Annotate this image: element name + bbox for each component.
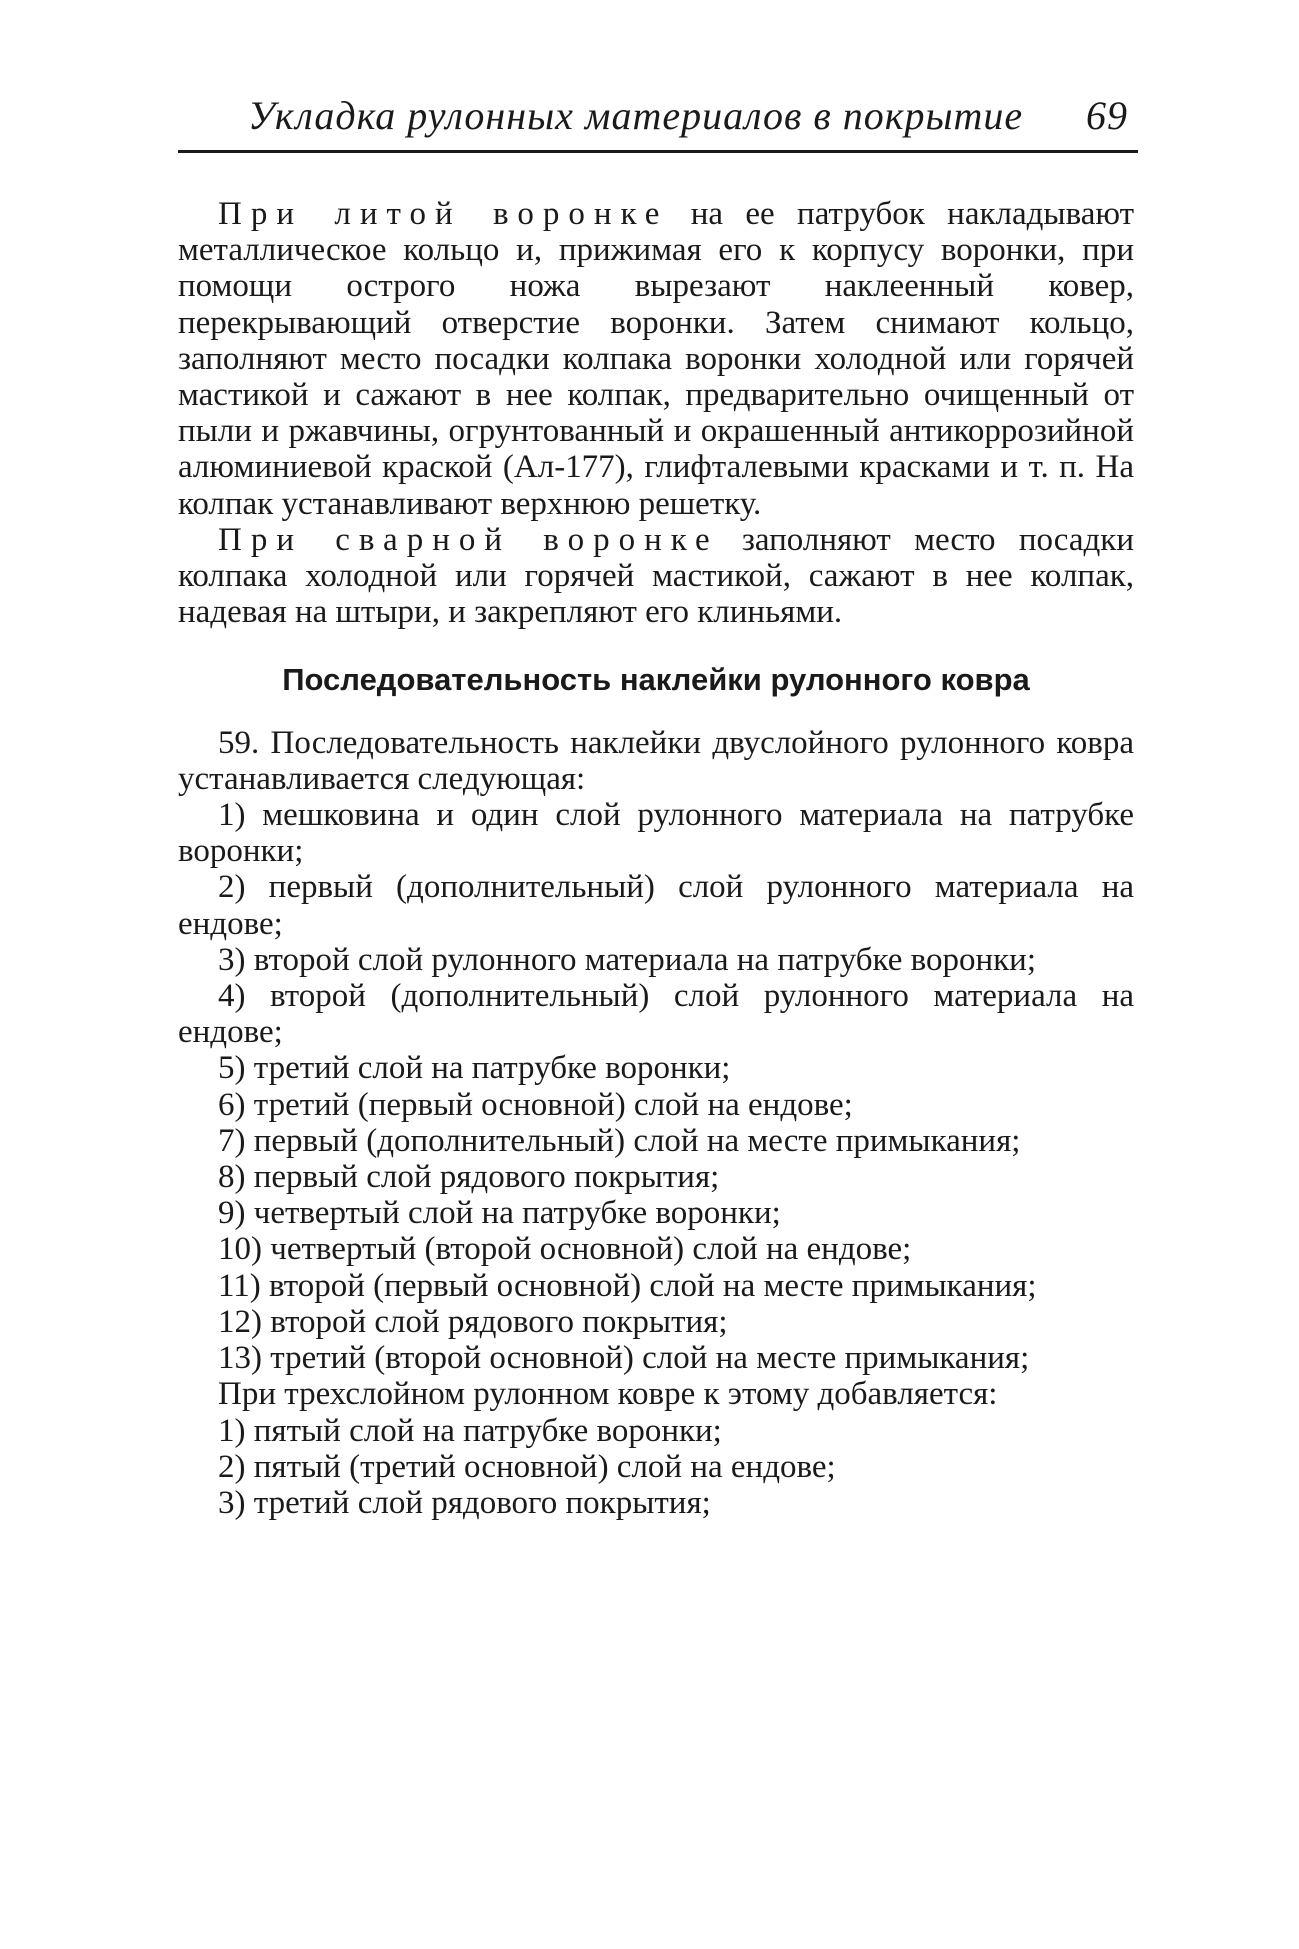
list-item: 11) второй (первый основной) слой на месте примыкания; xyxy=(218,1267,1037,1304)
list-item: 3) третий слой рядового покрытия; xyxy=(218,1484,711,1521)
list-item: 2) первый (дополнительный) слой рулонного материала на ендове; xyxy=(178,869,1134,942)
list-item: 1) пятый слой на патрубке воронки; xyxy=(218,1412,722,1449)
list-item: 7) первый (дополнительный) слой на месте примыкания; xyxy=(218,1122,1021,1159)
list-item: 3) второй слой рулонного материала на патрубке воронки; xyxy=(218,941,1037,978)
paragraph-text: на ее патрубок накладывают металлическое кольцо и, прижимая его к корпусу воронки, при помощи острого ножа вырезают наклеенный ковер, перекрывающий отверстие воронки. Затем снимают кольцо, заполняют место посадки колпака воронки холодной или горячей мастикой и сажают в нее колпак, предварительно очищенный от пыли и ржавчины, огрунтованный и окрашенный антикоррозийной алюминиевой краской (Ал-177), глифталевыми красками и т. п. На колпак устанавливают верхнюю решетку. xyxy=(178,196,1135,522)
section-heading: Последовательность наклейки рулонного ковра xyxy=(282,662,1030,698)
list-item: 13) третий (второй основной) слой на месте примыкания; xyxy=(218,1340,1030,1377)
three-layer-addition-list xyxy=(178,1413,1134,1522)
list-item: 9) четвертый слой на патрубке воронки; xyxy=(218,1195,781,1232)
paragraph-welded-funnel xyxy=(178,522,1134,631)
paragraph-59: 59. Последовательность наклейки двуслойного рулонного ковра устанавливается следующая: xyxy=(178,724,1134,797)
header-rule xyxy=(178,150,1138,153)
list-item: 4) второй (дополнительный) слой рулонного материала на ендове; xyxy=(178,978,1134,1051)
spaced-lead: При сварной воронке xyxy=(218,521,719,558)
paragraph-cast-funnel xyxy=(178,196,1134,522)
paragraph-three-layer: При трехслойном рулонном ковре к этому добавляется: xyxy=(218,1376,998,1413)
page-number: 69 xyxy=(1086,93,1128,138)
page-header xyxy=(178,92,1138,142)
two-layer-sequence-list xyxy=(178,797,1134,1376)
list-item: 5) третий слой на патрубке воронки; xyxy=(218,1050,731,1087)
spaced-lead: При литой воронке xyxy=(218,196,669,232)
list-item: 12) второй слой рядового покрытия; xyxy=(218,1303,728,1340)
running-title: Укладка рулонных материалов в покрытие xyxy=(248,93,1024,138)
list-item: 8) первый слой рядового покрытия; xyxy=(218,1159,720,1196)
list-item: 10) четвертый (второй основной) слой на ендове; xyxy=(218,1231,912,1268)
paragraph-text: заполняют место посадки колпака холодной или горячей мастикой, сажают в нее колпак, надевая на штыри, и закрепляют его клиньями. xyxy=(178,521,1134,631)
list-item: 6) третий (первый основной) слой на ендове; xyxy=(218,1086,853,1123)
body-text xyxy=(178,196,1134,1521)
list-item: 1) мешковина и один слой рулонного материала на патрубке воронки; xyxy=(178,797,1134,870)
list-item: 2) пятый (третий основной) слой на ендове; xyxy=(218,1448,836,1485)
